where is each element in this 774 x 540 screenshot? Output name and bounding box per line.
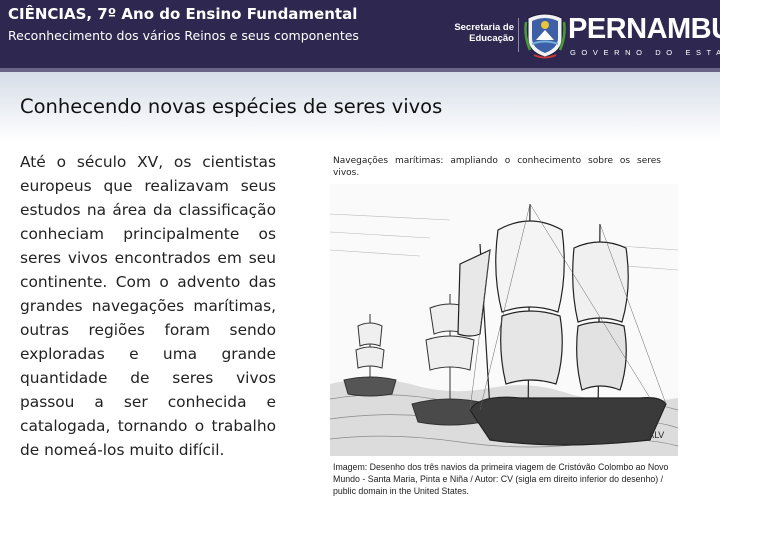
image-credit: Imagem: Desenho dos três navios da primeira viagem de Cristóvão Colombo ao Novo Mundo - Santa Maria, Pinta e Niña / Autor: CV (sigla em direito inferior do desenho) / public domain in the United States. <box>333 462 669 496</box>
brand-subtitle: GOVERNO DO ESTADO <box>570 48 750 57</box>
illustration-signature: ALV <box>648 431 665 441</box>
course-subtitle: Reconhecimento dos vários Reinos e seus componentes <box>8 28 359 43</box>
three-ships-illustration <box>330 184 678 456</box>
body-paragraph: Até o século XV, os cientistas europeus que realizavam seus estudos na área da classificação conheciam principalmente os seres vivos encontrados em seu continente. Com o advento das grandes navegações marítimas, outras regiões foram sendo exploradas e uma grande quantidade de seres vivos passou a ser conhecida e catalogada, tornando o trabalho de nomeá-los muito difícil. <box>20 153 276 459</box>
department-line-2: Educação <box>469 33 514 44</box>
logo-divider <box>518 18 519 52</box>
brand-wordmark: PERNAMBUCO <box>568 13 774 45</box>
slide-title: Conhecendo novas espécies de seres vivos <box>20 95 443 118</box>
pernambuco-coat-of-arms-icon <box>524 12 566 58</box>
course-title: CIÊNCIAS, 7º Ano do Ensino Fundamental <box>8 5 358 23</box>
department-line-1: Secretaria de <box>454 22 514 33</box>
department-label <box>452 22 514 44</box>
image-caption: Navegações marítimas: ampliando o conhecimento sobre os seres vivos. <box>333 156 661 178</box>
